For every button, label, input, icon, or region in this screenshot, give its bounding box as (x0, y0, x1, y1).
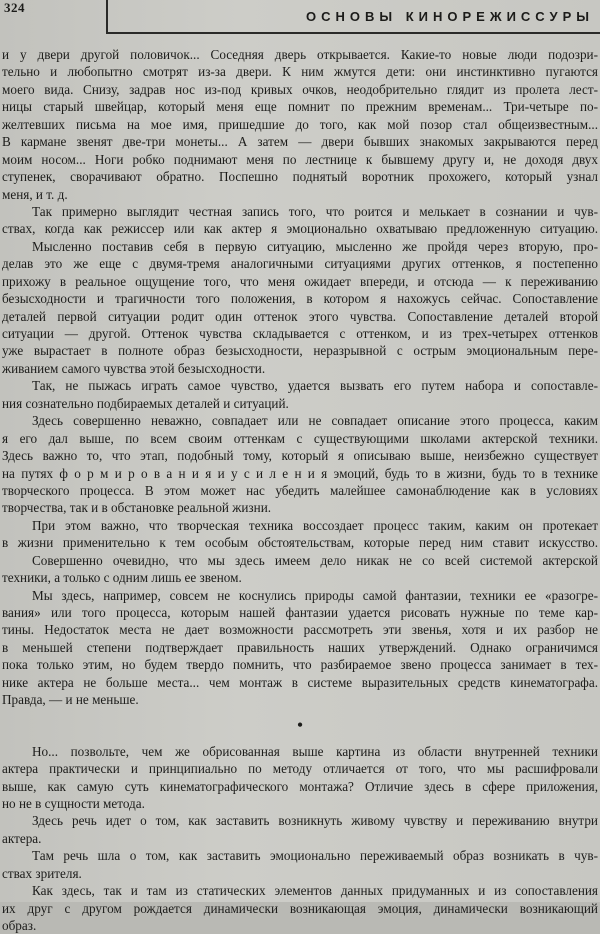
running-head-frame (106, 0, 600, 34)
text-line: тины. Недостаток места не дает возможности рассмотреть эти звенья, хотя и их разбор не (2, 622, 598, 638)
text-line: нике актера не больше места... чем монтаж в системе выразительных средств кинематографа. (2, 674, 598, 690)
text-block-upper (2, 46, 598, 709)
text-line: актера практически и принципиально по методу отличается от того, что мы расшифровали (2, 761, 598, 777)
text-line: в меньшей степени подтверждает правильность наших утверждений. Однако ограничимся (2, 639, 598, 655)
text-line: моего вида. Снизу, задрав нос из-под кривых очков, неодобрительно глядит из пролета лест- (2, 81, 598, 97)
text-line: Правда, — и не меньше. (2, 692, 139, 708)
text-line: на путях ф о р м и р о в а н и я и у с и л е н и я эмоций, будь то в жизни, будь то в технике (2, 465, 598, 481)
text-line: Здесь совершенно неважно, совпадает или не совпадает описание этого процесса, каким (32, 413, 598, 429)
text-line: Здесь важно то, что этап, подобный тому, который я описываю выше, неизбежно существует (2, 448, 598, 464)
text-line: ствах зрителя. (2, 865, 82, 881)
text-line: прихожу в реальное ощущение того, что меня ожидает впереди, и отсюда — к переживанию (2, 273, 598, 289)
text-block-lower (2, 743, 598, 934)
text-line: актера. (2, 830, 42, 846)
text-line: деталей первой ситуации родит один оттенок этого чувства. Сопоставление деталей второй (2, 308, 598, 324)
text-line: но не в сущности метода. (2, 795, 145, 811)
text-line: Мысленно поставив себя в первую ситуацию, мысленно же пройдя через вторую, про- (32, 238, 598, 254)
text-line: ницы старый швейцар, который меня еще помнит по прежним временам... Три-четыре по- (2, 99, 598, 115)
text-line: пока только этим, но будем твердо помнить, что разбираемое звено процесса занимает в тех- (2, 657, 598, 673)
text-line: ситуации — другой. Оттенок чувства складывается с оттенком, и из трех-четырех оттенков (2, 326, 598, 341)
text-line: творчества, так и в обстановке реальной жизни. (2, 500, 272, 516)
section-separator: • (297, 716, 303, 734)
text-line: живанием самого чувства этой безысходности. (2, 360, 266, 376)
text-line: меня, и т. д. (2, 186, 68, 202)
text-line: выше, как самую суть кинематографического монтажа? Отличие здесь в сфере приложения, (2, 778, 598, 794)
running-head-title: ОСНОВЫ КИНОРЕЖИССУРЫ (305, 9, 594, 24)
text-line: ствах, когда как режиссер или как актер я эмоционально охватываю предложенную ситуацию. (2, 221, 598, 237)
text-line: тельно и любопытно смотрят из-за двери. К ним жмутся дети: они инстинктивно пугаются (2, 64, 598, 80)
text-line: Там речь шла о том, как заставить эмоционально переживаемый образ возникать в чув- (32, 848, 598, 864)
body-text (2, 46, 598, 934)
text-line: Совершенно очевидно, что мы здесь имеем дело никак не со всей системой актерской (32, 552, 598, 568)
text-line: Но... позвольте, чем же обрисованная выше картина из области внутренней техники (32, 743, 598, 759)
text-line: При этом важно, что творческая техника воссоздает процесс таким, каким он протекает (32, 517, 598, 533)
text-line: техники, а только с одним лишь ее звеном. (2, 570, 242, 586)
text-line: делав это же еще с двумя-тремя аналогичными ситуациями других оттенков, я постепенно (2, 256, 598, 272)
section-gap (2, 709, 598, 717)
text-line: безысходности и трагичности того положения, в котором я нахожусь сейчас. Сопоставление (2, 291, 598, 307)
text-line: в жизни применительно к тем особым обстоятельствам, которые перед ним ставит искусство. (2, 535, 598, 551)
page-number: 324 (4, 0, 25, 15)
text-line: Здесь речь идет о том, как заставить возникнуть живому чувству и переживанию внутри (32, 813, 598, 829)
page-header (0, 0, 600, 40)
text-line: моим носом... Ноги робко поднимают меня по лестнице к бывшему другу и, не доходя двух (2, 151, 598, 167)
text-line: я его дал выше, по всем своим оттенкам с существующими школами актерской техники. (2, 430, 598, 446)
text-line: Как здесь, так и там из статических элементов данных придуманных и из сопоставления (32, 883, 598, 899)
text-line: В кармане звенят две-три монеты... А затем — двери бывших знакомых закрываются перед (2, 134, 598, 150)
text-line: вания» или того процесса, которым нашей фантазии удается рисовать нужные по теме кар- (2, 605, 598, 620)
text-line: Так примерно выглядит честная запись того, что роится и мелькает в сознании и чув- (32, 203, 598, 219)
text-line: Мы здесь, например, совсем не коснулись природы самой фантазии, техники ее «разогре- (32, 587, 598, 603)
text-line: Так, не пыжась играть самое чувство, удается вызвать его путем набора и сопоставле- (32, 378, 598, 394)
text-line: творческого процесса. В этом может нас убедить малейшее самонаблюдение как в условиях (2, 482, 598, 498)
text-line: ступенек, сворачивают обратно. Поспешно поднятый воротник прохожего, который узнал (2, 169, 598, 185)
text-line: ния сознательно подбираемых деталей и ситуаций. (2, 395, 289, 411)
text-line: и у двери другой половичок... Соседняя дверь открывается. Какие-то новые люди подозри- (2, 47, 598, 62)
text-line: образ. (2, 918, 37, 933)
text-line: желтевших письма на мое имя, пришедшие до того, как мой позор стал общеизвестным... (2, 116, 598, 132)
text-line: уже вырастает в полноте образ безысходности, неразрывной с острым эмоциональным пере- (2, 343, 598, 359)
section-gap (2, 735, 598, 743)
text-line: их друг с другом рождается динамически возникающая эмоция, динамически возникающий (2, 900, 598, 916)
